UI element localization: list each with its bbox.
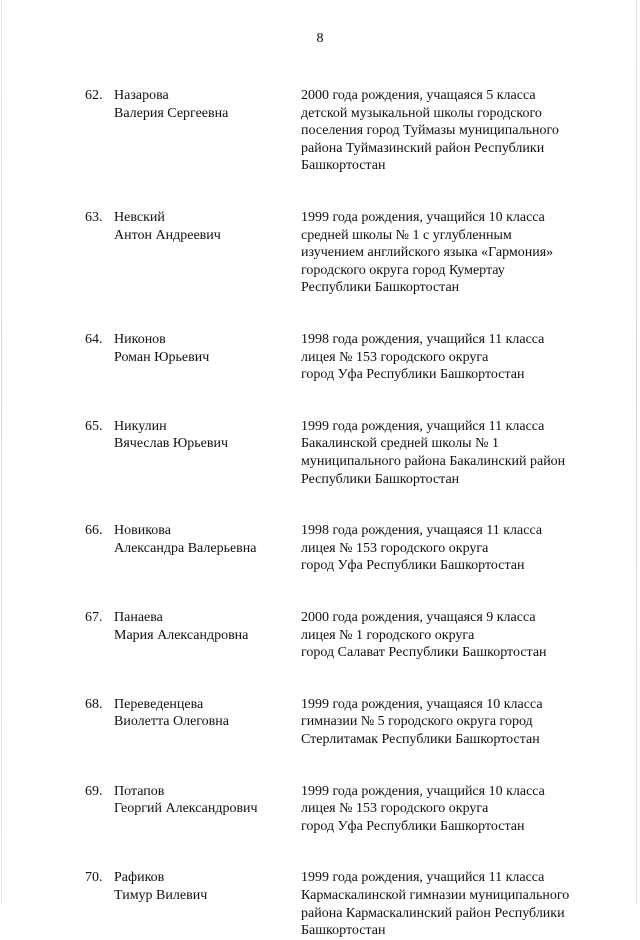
page-edge-right bbox=[636, 0, 637, 905]
entry-description-line: город Уфа Республики Башкортостан bbox=[301, 367, 525, 383]
entry-description-line: лицея № 153 городского округа bbox=[301, 801, 489, 817]
entry-description-line: 2000 года рождения, учащаяся 9 класса bbox=[301, 610, 536, 625]
page-number: 8 bbox=[316, 31, 324, 46]
entry-description-line: поселения город Туймазы муниципального bbox=[301, 123, 559, 139]
entry-name bbox=[114, 209, 294, 244]
page-edge-left bbox=[1, 0, 2, 905]
entry-description-line: город Салават Республики Башкортостан bbox=[301, 645, 547, 661]
entry-description-line: средней школы № 1 с углубленным bbox=[301, 227, 512, 243]
entry-description-line: лицея № 153 городского округа bbox=[301, 349, 489, 365]
entry-given-name: Александра Валерьевна bbox=[114, 540, 257, 556]
entry-description bbox=[301, 87, 621, 175]
entry-given-name: Вячеслав Юрьевич bbox=[114, 436, 229, 452]
entry-given-name: Валерия Сергеевна bbox=[114, 105, 229, 121]
entry-description-line: детской музыкальной школы городского bbox=[301, 105, 542, 121]
entry-description-line: Республики Башкортостан bbox=[301, 471, 460, 487]
entry-description-line: изучением английского языка «Гармония» bbox=[301, 245, 554, 261]
entry-description-line: Башкортостан bbox=[301, 158, 386, 174]
entry-description bbox=[301, 696, 621, 749]
entry-name bbox=[114, 609, 294, 644]
entry-given-name: Тимур Вилевич bbox=[114, 887, 208, 903]
entry-surname: Потапов bbox=[114, 783, 165, 799]
entry-description bbox=[301, 209, 621, 297]
entry-surname: Никонов bbox=[114, 332, 166, 347]
entry-name bbox=[114, 331, 294, 366]
entry-description-line: 1998 года рождения, учащаяся 11 класса bbox=[301, 523, 543, 539]
entry-number: 69. bbox=[85, 783, 103, 799]
entry-description-line: 1999 года рождения, учащийся 10 класса bbox=[301, 210, 545, 225]
entry-number: 70. bbox=[85, 870, 103, 886]
entry-surname: Назарова bbox=[114, 88, 169, 103]
entry-description-line: района Туймазинский район Республики bbox=[301, 140, 545, 156]
entry-description-line: Кармаскалинской гимназии муниципального bbox=[301, 887, 570, 903]
entry-given-name: Роман Юрьевич bbox=[114, 349, 210, 365]
entry-description-line: лицея № 1 городского округа bbox=[301, 627, 475, 643]
entry-number: 67. bbox=[85, 610, 103, 625]
entry-surname: Рафиков bbox=[114, 870, 165, 886]
entry-description-line: город Уфа Республики Башкортостан bbox=[301, 558, 525, 574]
entry-given-name: Георгий Александрович bbox=[114, 801, 258, 817]
entry-name bbox=[114, 522, 294, 557]
entry-surname: Новикова bbox=[114, 523, 171, 539]
entry-description bbox=[301, 418, 621, 488]
entry-description-line: 1998 года рождения, учащийся 11 класса bbox=[301, 332, 545, 347]
entry-number: 65. bbox=[85, 418, 103, 434]
entry-description bbox=[301, 609, 621, 662]
entry-description-line: город Уфа Республики Башкортостан bbox=[301, 818, 525, 834]
entry-given-name: Виолетта Олеговна bbox=[114, 714, 229, 730]
entry-surname: Никулин bbox=[114, 418, 167, 434]
entry-description bbox=[301, 331, 621, 384]
entry-description-line: 1999 года рождения, учащийся 11 класса bbox=[301, 870, 545, 886]
entry-description-line: 1999 года рождения, учащийся 11 класса bbox=[301, 418, 545, 434]
entry-given-name: Антон Андреевич bbox=[114, 227, 221, 243]
entry-name bbox=[114, 418, 294, 453]
entry-description-line: Республики Башкортостан bbox=[301, 280, 460, 296]
entry-description-line: гимназии № 5 городского округа город bbox=[301, 714, 533, 730]
entry-description-line: района Кармаскалинский район Республики bbox=[301, 905, 565, 921]
entry-given-name: Мария Александровна bbox=[114, 627, 249, 643]
entry-description-line: 1999 года рождения, учащаяся 10 класса bbox=[301, 696, 543, 712]
entry-description-line: городского округа город Кумертау bbox=[301, 262, 505, 278]
entry-description-line: 2000 года рождения, учащаяся 5 класса bbox=[301, 88, 536, 103]
entry-description-line: муниципального района Бакалинский район bbox=[301, 453, 566, 469]
entry-number: 68. bbox=[85, 696, 103, 712]
entry-description-line: Стерлитамак Республики Башкортостан bbox=[301, 731, 540, 747]
entry-description-line: лицея № 153 городского округа bbox=[301, 540, 489, 556]
entry-number: 63. bbox=[85, 210, 103, 225]
entry-description bbox=[301, 522, 621, 575]
entry-surname: Переведенцева bbox=[114, 696, 204, 712]
entry-description bbox=[301, 783, 621, 836]
entry-name bbox=[114, 87, 294, 122]
entry-surname: Панаева bbox=[114, 610, 163, 625]
entry-description-line: 1999 года рождения, учащийся 10 класса bbox=[301, 783, 545, 799]
entry-number: 64. bbox=[85, 332, 103, 347]
entry-description-line: Бакалинской средней школы № 1 bbox=[301, 436, 499, 452]
entry-name bbox=[114, 783, 294, 818]
entry-name bbox=[114, 869, 294, 904]
entry-number: 66. bbox=[85, 523, 103, 539]
entry-description-line: Башкортостан bbox=[301, 923, 386, 939]
entry-name bbox=[114, 696, 294, 731]
entry-surname: Невский bbox=[114, 210, 165, 225]
entry-number: 62. bbox=[85, 88, 103, 103]
